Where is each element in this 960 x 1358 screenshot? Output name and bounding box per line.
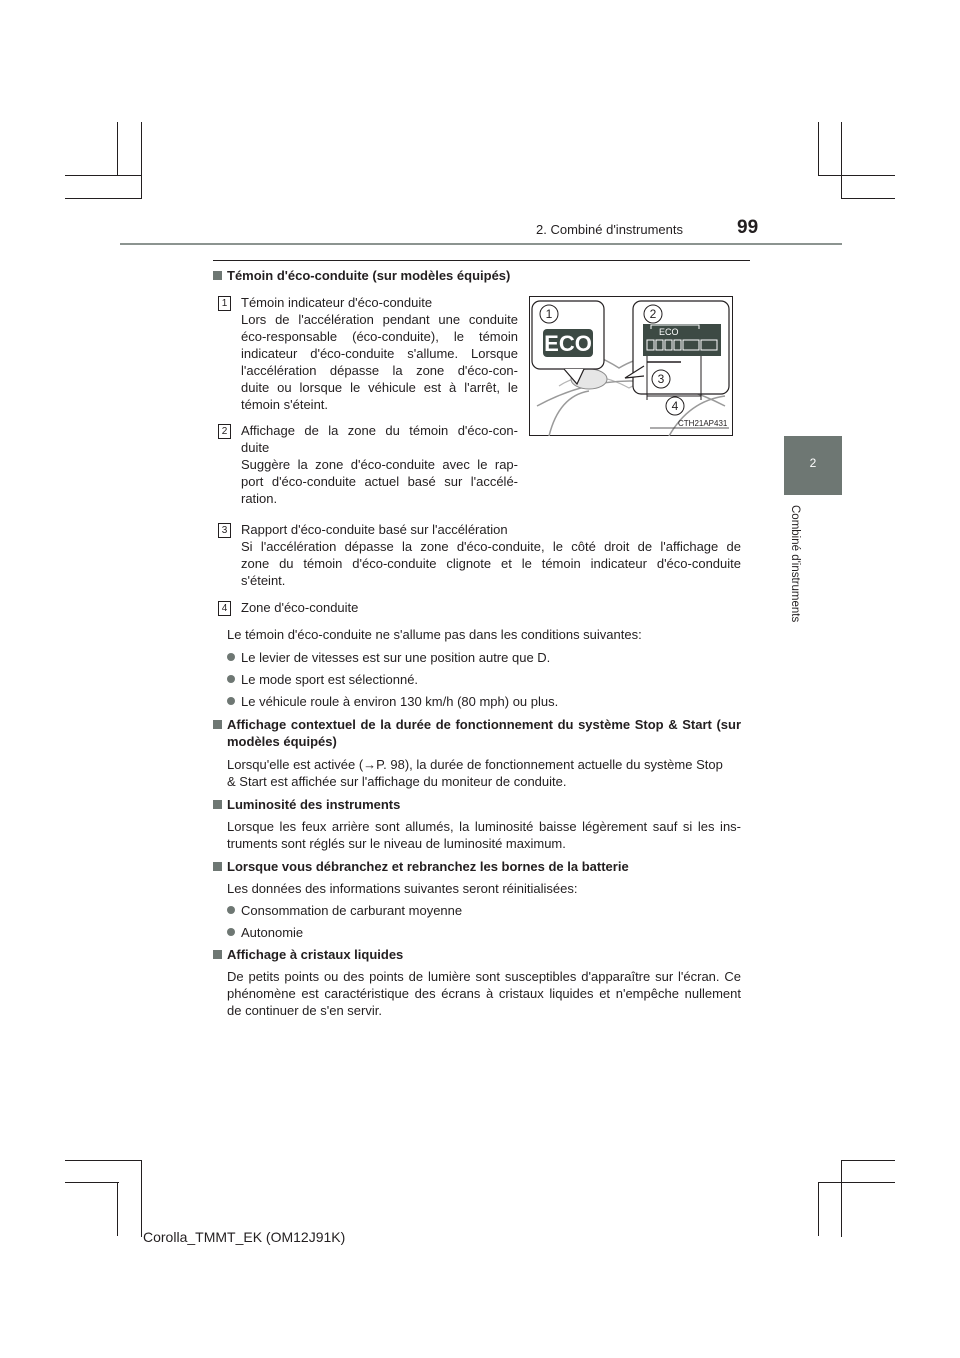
brightness-heading: Luminosité des instruments bbox=[213, 796, 400, 813]
item-number-4: 4 bbox=[218, 601, 231, 616]
stop-start-body: & Start est affichée sur l'affichage du moniteur de conduite. bbox=[227, 774, 567, 789]
section-rule bbox=[213, 260, 750, 261]
square-bullet-icon bbox=[213, 950, 222, 959]
square-bullet-icon bbox=[213, 271, 222, 280]
chapter-tab-label: Combiné d'instruments bbox=[789, 505, 801, 623]
callout-4: 4 bbox=[671, 399, 679, 413]
page-number: 99 bbox=[737, 217, 759, 238]
item-2-title: duite bbox=[241, 440, 270, 455]
condition-item: Le véhicule roule à environ 130 km/h (80 mph) ou plus. bbox=[227, 693, 558, 710]
bullet-icon bbox=[227, 653, 235, 661]
bullet-icon bbox=[227, 697, 235, 705]
item-2-title: Affichage de la zone du témoin d'éco-con- bbox=[241, 423, 518, 438]
conditions-intro: Le témoin d'éco-conduite ne s'allume pas dans les conditions suivantes: bbox=[227, 627, 642, 642]
chapter-tab-label-wrap bbox=[789, 505, 805, 635]
square-bullet-icon bbox=[213, 720, 222, 729]
header-rule bbox=[120, 243, 842, 245]
condition-item: Le levier de vitesses est sur une position autre que D. bbox=[227, 649, 550, 666]
eco-badge-text: ECO bbox=[544, 331, 592, 356]
battery-body: Les données des informations suivantes seront réinitialisées: bbox=[227, 881, 578, 896]
stop-start-heading-cont: modèles équipés) bbox=[227, 734, 337, 749]
item-1-line: l'accélération dépasse la zone d'éco-con- bbox=[241, 363, 518, 378]
condition-item: Le mode sport est sélectionné. bbox=[227, 671, 418, 688]
brightness-body: Lorsque les feux arrière sont allumés, la luminosité baisse légèrement sauf si les ins- bbox=[227, 819, 741, 834]
item-2-line: port d'éco-conduite actuel basé sur l'accélé- bbox=[241, 474, 518, 489]
square-bullet-icon bbox=[213, 800, 222, 809]
square-bullet-icon bbox=[213, 862, 222, 871]
chapter-title: 2. Combiné d'instruments bbox=[536, 222, 683, 237]
illustration-code: CTH21AP431 bbox=[678, 419, 728, 428]
bullet-icon bbox=[227, 675, 235, 683]
item-2-line: ration. bbox=[241, 491, 278, 506]
item-2-line: Suggère la zone d'éco-conduite avec le rap- bbox=[241, 457, 518, 472]
bullet-icon bbox=[227, 928, 235, 936]
item-1-line: Lors de l'accélération pendant une conduite bbox=[241, 312, 518, 327]
item-1-line: duite ou lorsque le véhicule est à l'arrêt, le bbox=[241, 380, 518, 395]
item-4-title: Zone d'éco-conduite bbox=[241, 600, 359, 615]
callout-1: 1 bbox=[545, 307, 553, 321]
stop-start-heading: Affichage contextuel de la durée de fonctionnement du système Stop & Start (sur bbox=[213, 716, 741, 733]
item-3-title: Rapport d'éco-conduite basé sur l'accélération bbox=[241, 522, 508, 537]
battery-item: Consommation de carburant moyenne bbox=[227, 902, 462, 919]
item-1-line: éco-responsable (éco-conduite), le témoin bbox=[241, 329, 518, 344]
footer-doc-id: Corolla_TMMT_EK (OM12J91K) bbox=[143, 1229, 346, 1245]
lcd-heading: Affichage à cristaux liquides bbox=[213, 946, 403, 963]
battery-heading: Lorsque vous débranchez et rebranchez les bornes de la batterie bbox=[213, 858, 629, 875]
battery-item: Autonomie bbox=[227, 924, 303, 941]
item-number-2: 2 bbox=[218, 424, 231, 439]
lcd-body: phénomène est caractéristique des écrans à cristaux liquides et n'empêche nullement bbox=[227, 986, 741, 1001]
item-number-3: 3 bbox=[218, 523, 231, 538]
item-3-line: s'éteint. bbox=[241, 573, 286, 588]
item-1-line: témoin s'éteint. bbox=[241, 397, 329, 412]
item-1-title: Témoin indicateur d'éco-conduite bbox=[241, 295, 433, 310]
item-1-line: indicateur d'éco-conduite s'allume. Lorsque bbox=[241, 346, 518, 361]
item-3-line: zone du témoin d'éco-conduite clignote et le témoin indicateur d'éco-conduite bbox=[241, 556, 741, 571]
callout-3: 3 bbox=[657, 372, 665, 386]
arrow-right-icon: → bbox=[363, 757, 377, 772]
item-3-line: Si l'accélération dépasse la zone d'éco-conduite, le côté droit de l'affichage de bbox=[241, 539, 741, 554]
eco-heading: Témoin d'éco-conduite (sur modèles équipés) bbox=[213, 267, 510, 284]
stop-start-body: Lorsqu'elle est activée (→P. 98), la durée de fonctionnement actuelle du système Stop bbox=[227, 757, 723, 772]
chapter-tab-number: 2 bbox=[809, 456, 817, 470]
brightness-body: truments sont réglés sur le niveau de luminosité maximum. bbox=[227, 836, 566, 851]
lcd-body: de continuer de s'en servir. bbox=[227, 1003, 382, 1018]
chapter-tab bbox=[784, 436, 842, 495]
bullet-icon bbox=[227, 906, 235, 914]
callout-2: 2 bbox=[649, 307, 657, 321]
eco-indicator-illustration bbox=[529, 296, 733, 436]
eco-small-text: ECO bbox=[659, 327, 679, 337]
lcd-body: De petits points ou des points de lumière sont susceptibles d'apparaître sur l'écran. Ce bbox=[227, 969, 741, 984]
item-number-1: 1 bbox=[218, 296, 231, 311]
